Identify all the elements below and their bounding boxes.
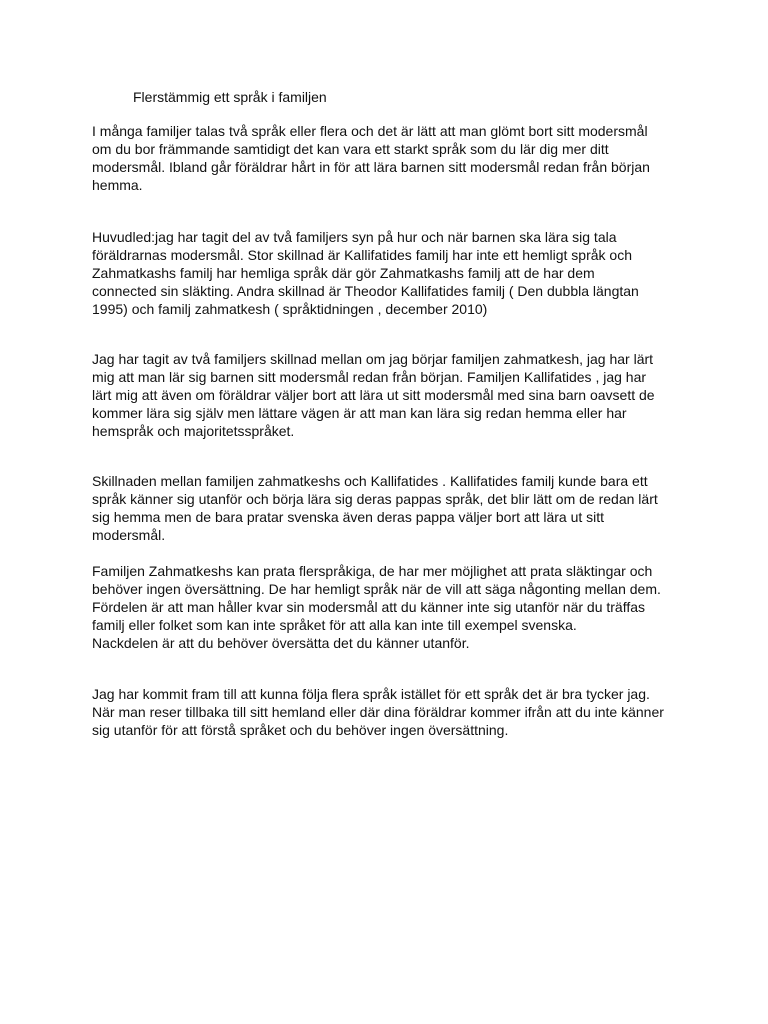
text-line: Jag har kommit fram till att kunna följa flera språk istället för ett språk det är bra tycker jag.: [92, 686, 650, 702]
text-line: föräldrarnas modersmål. Stor skillnad är Kallifatides familj har inte ett hemligt språk och: [92, 247, 633, 263]
text-line: connected sin släkting. Andra skillnad är Theodor Kallifatides familj ( Den dubbla längtan: [92, 283, 639, 299]
paragraph-comparison: [92, 350, 655, 440]
document-title: Flerstämmig ett språk i familjen: [133, 89, 327, 105]
text-line: hemspråk och majoritetsspråket.: [92, 423, 295, 439]
paragraph-conclusion: [92, 685, 664, 739]
text-line: familj eller folket som kan inte språket för att alla kan inte till exempel svenska.: [92, 617, 577, 633]
text-line: När man reser tillbaka till sitt hemland eller där dina föräldrar kommer ifrån att du inte känner: [92, 704, 664, 720]
text-line: I många familjer talas två språk eller flera och det är lätt att man glömt bort sitt modersmål: [92, 123, 648, 139]
text-line: om du bor främmande samtidigt det kan vara ett starkt språk som du lär dig mer ditt: [92, 141, 609, 157]
text-line: modersmål.: [92, 527, 166, 543]
text-line: sig hemma men de bara pratar svenska även deras pappa väljer bort att lära ut sitt: [92, 509, 605, 525]
text-line: behöver ingen översättning. De har hemligt språk när de vill att säga någonting mellan dem.: [92, 581, 661, 597]
text-line: modersmål. Ibland går föräldrar hårt in för att lära barnen sitt modersmål redan från början: [92, 159, 650, 175]
text-line: Familjen Zahmatkeshs kan prata flerspråkiga, de har mer möjlighet att prata släktingar och: [92, 563, 653, 579]
text-line: Nackdelen är att du behöver översätta det du känner utanför.: [92, 635, 470, 651]
text-line: Zahmatkashs familj har hemliga språk där gör Zahmatkashs familj att de har dem: [92, 265, 595, 281]
text-line: Skillnaden mellan familjen zahmatkeshs och Kallifatides . Kallifatides familj kunde bara ett: [92, 473, 648, 489]
paragraph-intro: [92, 122, 650, 194]
text-line: språk känner sig utanför och börja lära sig deras pappas språk, det blir lätt om de redan lärt: [92, 491, 658, 507]
text-line: mig att man lär sig barnen sitt modersmål redan från början. Familjen Kallifatides , jag har: [92, 369, 647, 385]
text-line: hemma.: [92, 177, 143, 193]
text-line: Fördelen är att man håller kvar sin modersmål att du känner inte sig utanför när du träffas: [92, 599, 646, 615]
paragraph-difference: [92, 472, 658, 544]
text-line: lärt mig att även om föräldrar väljer bort att lära ut sitt modersmål med sina barn oavsett de: [92, 387, 655, 403]
paragraph-pros-cons: [92, 562, 661, 652]
text-line: Huvudled:jag har tagit del av två familjers syn på hur och när barnen ska lära sig tala: [92, 229, 617, 245]
text-line: 1995) och familj zahmatkesh ( språktidningen , december 2010): [92, 301, 488, 317]
text-line: sig utanför för att förstå språket och du behöver ingen översättning.: [92, 722, 509, 738]
text-line: kommer lära sig själv men lättare vägen är att man kan lära sig redan hemma eller har: [92, 405, 627, 421]
text-line: Jag har tagit av två familjers skillnad mellan om jag börjar familjen zahmatkesh, jag har lärt: [92, 351, 654, 367]
paragraph-main-idea: [92, 228, 639, 318]
